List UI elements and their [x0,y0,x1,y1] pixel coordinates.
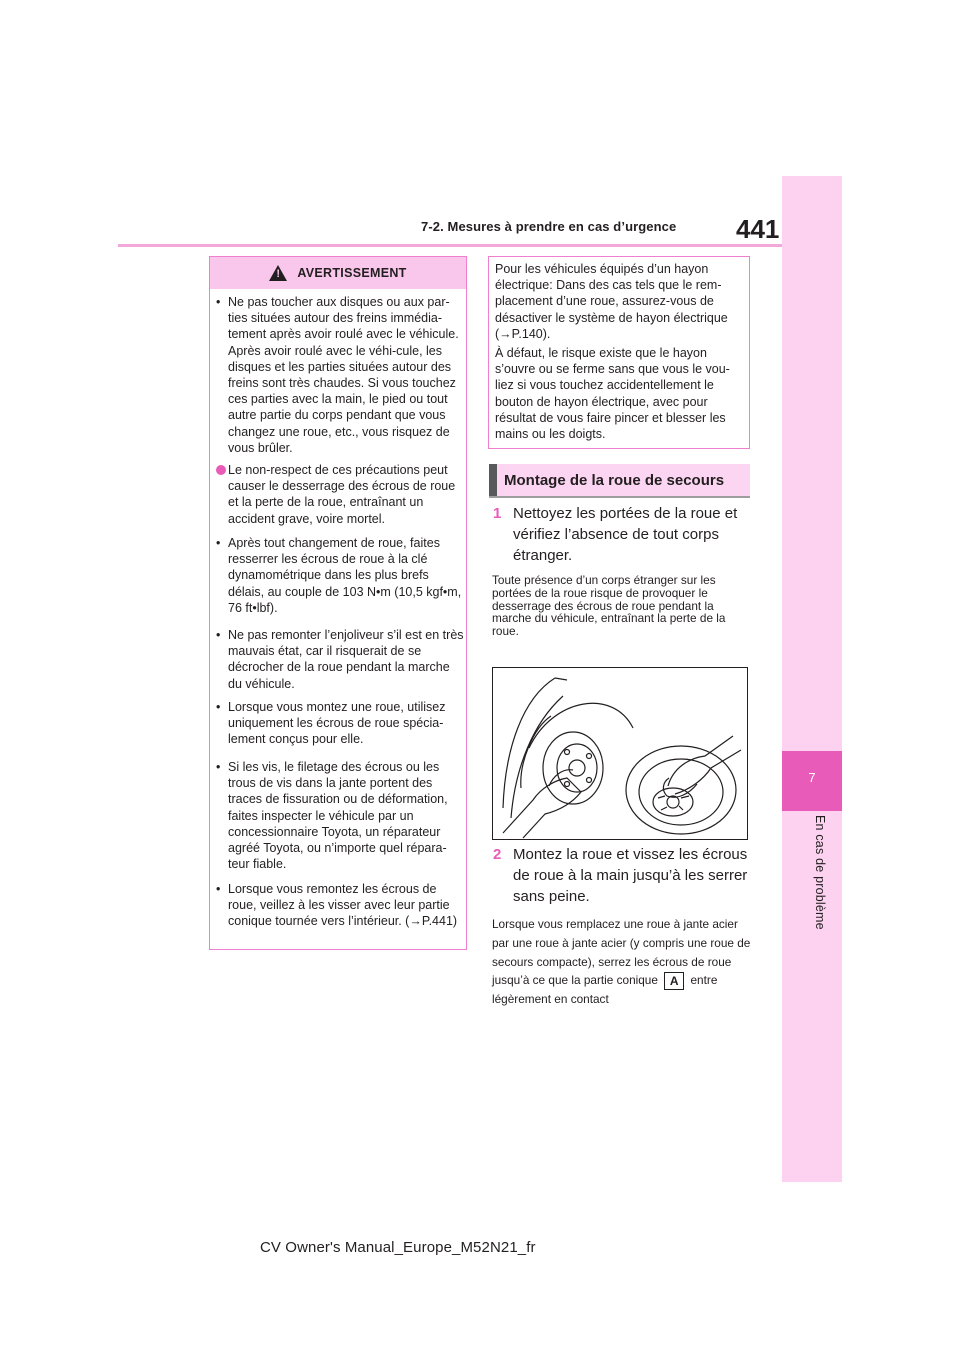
warning-item-text: Ne pas toucher aux disques ou aux par-ties situées autour des freins immédia-tement après avoir roulé avec le véhicule. Après avoir roulé avec le véhi-cule, les disques et les parties situées autour des freins sont très chaudes. Si vous touchez ces parties avec la main, le pied ou tout autre partie du corps pendant que vous changez une roue, etc., vous risquez de vous brûler. [228,295,459,455]
manual-footer: CV Owner's Manual_Europe_M52N21_fr [260,1239,536,1256]
bullet-marker: • [216,760,221,774]
warning-item [216,535,464,616]
step-text: Nettoyez les portées de la roue et vérifiez l’absence de tout corps étranger. [513,505,738,564]
section-heading-rule [489,496,750,498]
warning-item [216,759,464,872]
chapter-title: En cas de problème [813,815,827,930]
bullet-marker: • [216,536,221,550]
warning-item [216,294,464,456]
page-number: 441 [736,214,780,244]
warning-item [216,699,464,748]
warning-item-text: Lorsque vous remontez les écrous de roue, veillez à les visser avec leur partie conique tournée vers l’intérieur. (→P.441) [228,882,458,929]
bullet-marker: • [216,295,221,309]
step-2-detail [492,915,752,1009]
warning-item [228,462,464,527]
step-text: Montez la roue et vissez les écrous de roue à la main jusqu’à les serrer sans peine. [513,846,748,905]
bullet-marker: • [216,882,221,896]
section-heading: Montage de la roue de secours [504,472,725,489]
warning-item-text: Ne pas remonter l’enjoliveur s’il est en très mauvais état, car il risquerait de se décrocher de la roue pendant la marche du véhicule. [228,628,464,691]
step-number: 1 [493,505,502,522]
circle-bullet-icon [216,465,226,475]
warning-item-text: Après tout changement de roue, faites resserrer les écrous de roue à la clé dynamométrique dans les plus brefs délais, au couple de 103 N•m (10,5 kgf•m, 76 ft•lbf). [228,536,462,615]
warning-item-text: Lorsque vous montez une roue, utilisez uniquement les écrous de roue spécia-lement conçus pour elle. [228,700,446,747]
chapter-number: 7 [808,770,816,785]
warning-triangle-icon: ! [269,265,287,281]
warning-title: AVERTISSEMENT [297,266,407,280]
side-tab [782,176,842,1182]
note-box [488,256,750,449]
section-title: 7-2. Mesures à prendre en cas d’urgence [421,219,677,234]
note-paragraph: Pour les véhicules équipés d’un hayon électrique: Dans des cas tels que le rem-placement d’une roue, assurez-vous de désactiver le système de hayon électrique (→P.140). [495,262,728,341]
bullet-marker: • [216,628,221,642]
header-rule [118,244,782,247]
warning-item-text: Si les vis, le filetage des écrous ou les trous de vis dans la jante portent des traces de fissuration ou de déformation, faites inspecter le véhicule par un concessionnaire Toyota, un réparateur agréé Toyota, ou n’importe quel répara-teur fiable. [228,760,448,872]
warning-header [210,257,466,289]
warning-item [216,881,464,930]
step-2 [493,844,753,907]
warning-item [216,627,464,692]
step-2-detail-text: Lorsque vous remplacez une roue à jante acier par une roue à jante acier (y compris une roue de secours compacte), serrez les écrous de roue jusqu’à ce que la partie conique [492,917,751,988]
wheel-cleaning-drawing [493,668,747,839]
step-2-detail-continuation: entre légèrement en contact [492,973,718,1007]
step-1-detail: Toute présence d’un corps étranger sur les portées de la roue risque de provoquer le desserrage des écrous de roue pendant la marche du véhicule, entraînant la perte de la roue. [492,573,726,639]
note-paragraph: À défaut, le risque existe que le hayon s’ouvre ou se ferme sans que vous le vou-liez si vous touchez accidentellement le bouton de hayon électrique, avec pour résultat de vous faire pincer et blesser les mains ou les doigts. [495,346,730,442]
step-1 [493,503,753,566]
step-number: 2 [493,846,502,863]
part-a-marker: A [664,972,684,990]
warning-item-text: Le non-respect de ces précautions peut causer le desserrage des écrous de roue et la perte de la roue, entraînant un accident grave, voire mortel. [228,463,456,526]
wheel-cleaning-illustration [492,667,748,840]
bullet-marker: • [216,700,221,714]
warning-box [209,256,467,950]
